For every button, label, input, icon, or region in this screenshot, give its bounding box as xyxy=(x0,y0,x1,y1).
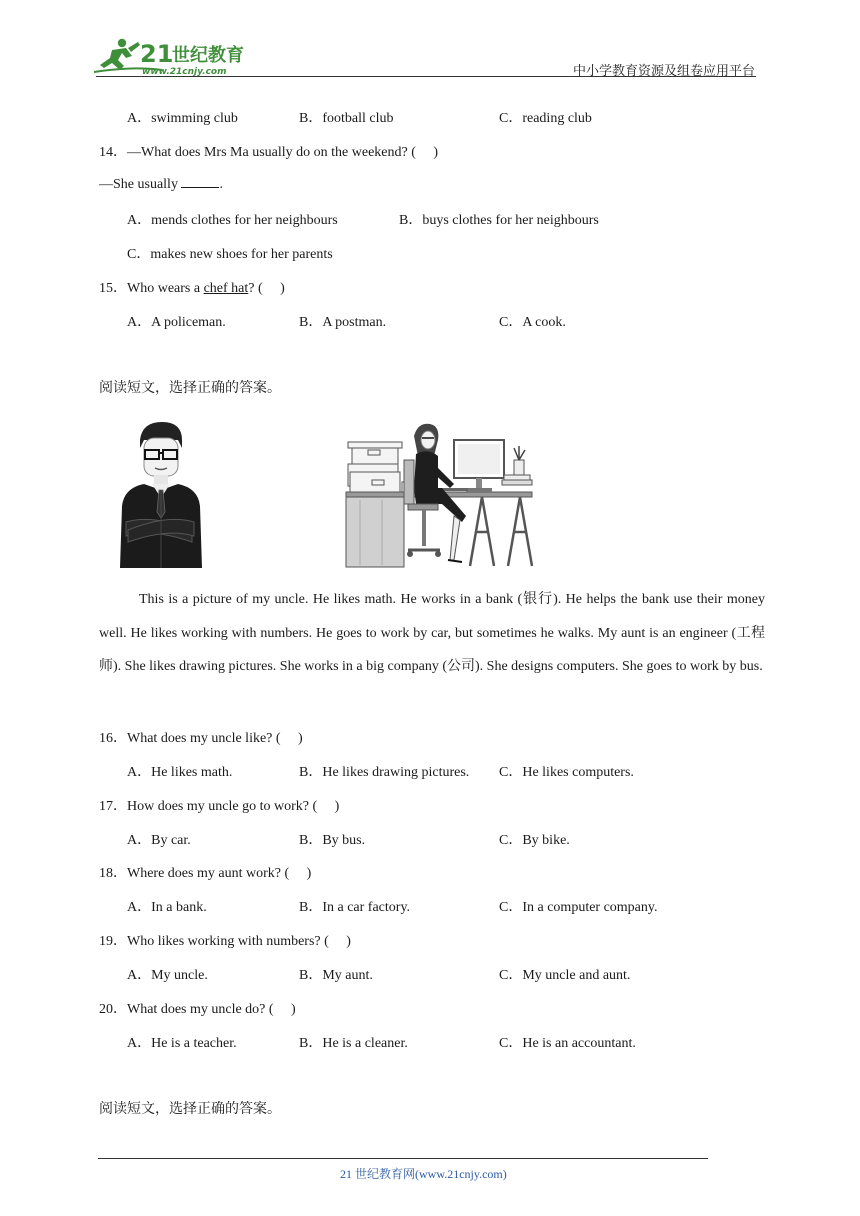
q14-option-b: B．buys clothes for her neighbours xyxy=(399,213,599,228)
svg-text:世纪教育: 世纪教育 xyxy=(172,45,244,66)
header-divider xyxy=(96,76,756,77)
option-a: A．In a bank. xyxy=(127,900,207,915)
q15-stem: 15．Who wears a chef hat? ( ) xyxy=(99,281,285,296)
question-stem: 18．Where does my aunt work? ( ) xyxy=(99,866,312,881)
option-b: B．In a car factory. xyxy=(299,900,411,915)
footer-divider xyxy=(98,1158,708,1159)
option-b: B．He is a cleaner. xyxy=(299,1036,408,1051)
question-stem: 20．What does my uncle do? ( ) xyxy=(99,1002,296,1017)
q13-option-c: C．reading club xyxy=(499,111,592,126)
q15-option-b: B．A postman. xyxy=(299,315,387,330)
svg-text:www.21cnjy.com: www.21cnjy.com xyxy=(142,67,227,76)
answer-blank xyxy=(181,175,219,188)
q15-option-c: C．A cook. xyxy=(499,315,566,330)
svg-text:21: 21 xyxy=(140,40,174,68)
option-c: C．My uncle and aunt. xyxy=(499,968,631,983)
site-logo xyxy=(92,36,262,76)
platform-name: 中小学教育资源及组卷应用平台 xyxy=(573,63,756,78)
option-b: B．My aunt. xyxy=(299,968,373,983)
option-a: A．My uncle. xyxy=(127,968,208,983)
option-b: B．By bus. xyxy=(299,833,366,848)
option-c: C．He likes computers. xyxy=(499,765,634,780)
q14-stem: 14．—What does Mrs Ma usually do on the weekend? ( ) xyxy=(99,145,439,160)
option-b: B．He likes drawing pictures. xyxy=(299,765,470,780)
option-c: C．By bike. xyxy=(499,833,570,848)
uncle-illustration xyxy=(112,418,208,574)
section-instruction: 阅读短文，选择正确的答案。 xyxy=(99,380,281,396)
question-stem: 19．Who likes working with numbers? ( ) xyxy=(99,934,351,949)
option-a: A．By car. xyxy=(127,833,191,848)
question-stem: 17．How does my uncle go to work? ( ) xyxy=(99,799,340,814)
q14-line2: —She usually . xyxy=(99,177,223,192)
section-instruction: 阅读短文，选择正确的答案。 xyxy=(99,1101,281,1117)
q13-option-a: A．swimming club xyxy=(127,111,238,126)
q15-option-a: A．A policeman. xyxy=(127,315,226,330)
question-stem: 16．What does my uncle like? ( ) xyxy=(99,731,303,746)
q13-option-b: B．football club xyxy=(299,111,394,126)
option-c: C．He is an accountant. xyxy=(499,1036,636,1051)
q14-option-a: A．mends clothes for her neighbours xyxy=(127,213,338,228)
option-a: A．He likes math. xyxy=(127,765,233,780)
option-a: A．He is a teacher. xyxy=(127,1036,237,1051)
reading-passage: This is a picture of my uncle. He likes math. He works in a bank (银行). He helps the bank use their money well. He likes working with numbers. He goes to work by car, but sometimes he walks. My aunt is an engineer (工程师). She likes drawing pictures. She works in a big company (公司). She designs computers. She goes to work by bus. xyxy=(99,592,765,674)
q14-option-c: C．makes new shoes for her parents xyxy=(127,247,333,262)
footer-link[interactable]: 21 世纪教育网(www.21cnjy.com) xyxy=(340,1167,507,1181)
aunt-illustration xyxy=(342,420,542,570)
option-c: C．In a computer company. xyxy=(499,900,658,915)
